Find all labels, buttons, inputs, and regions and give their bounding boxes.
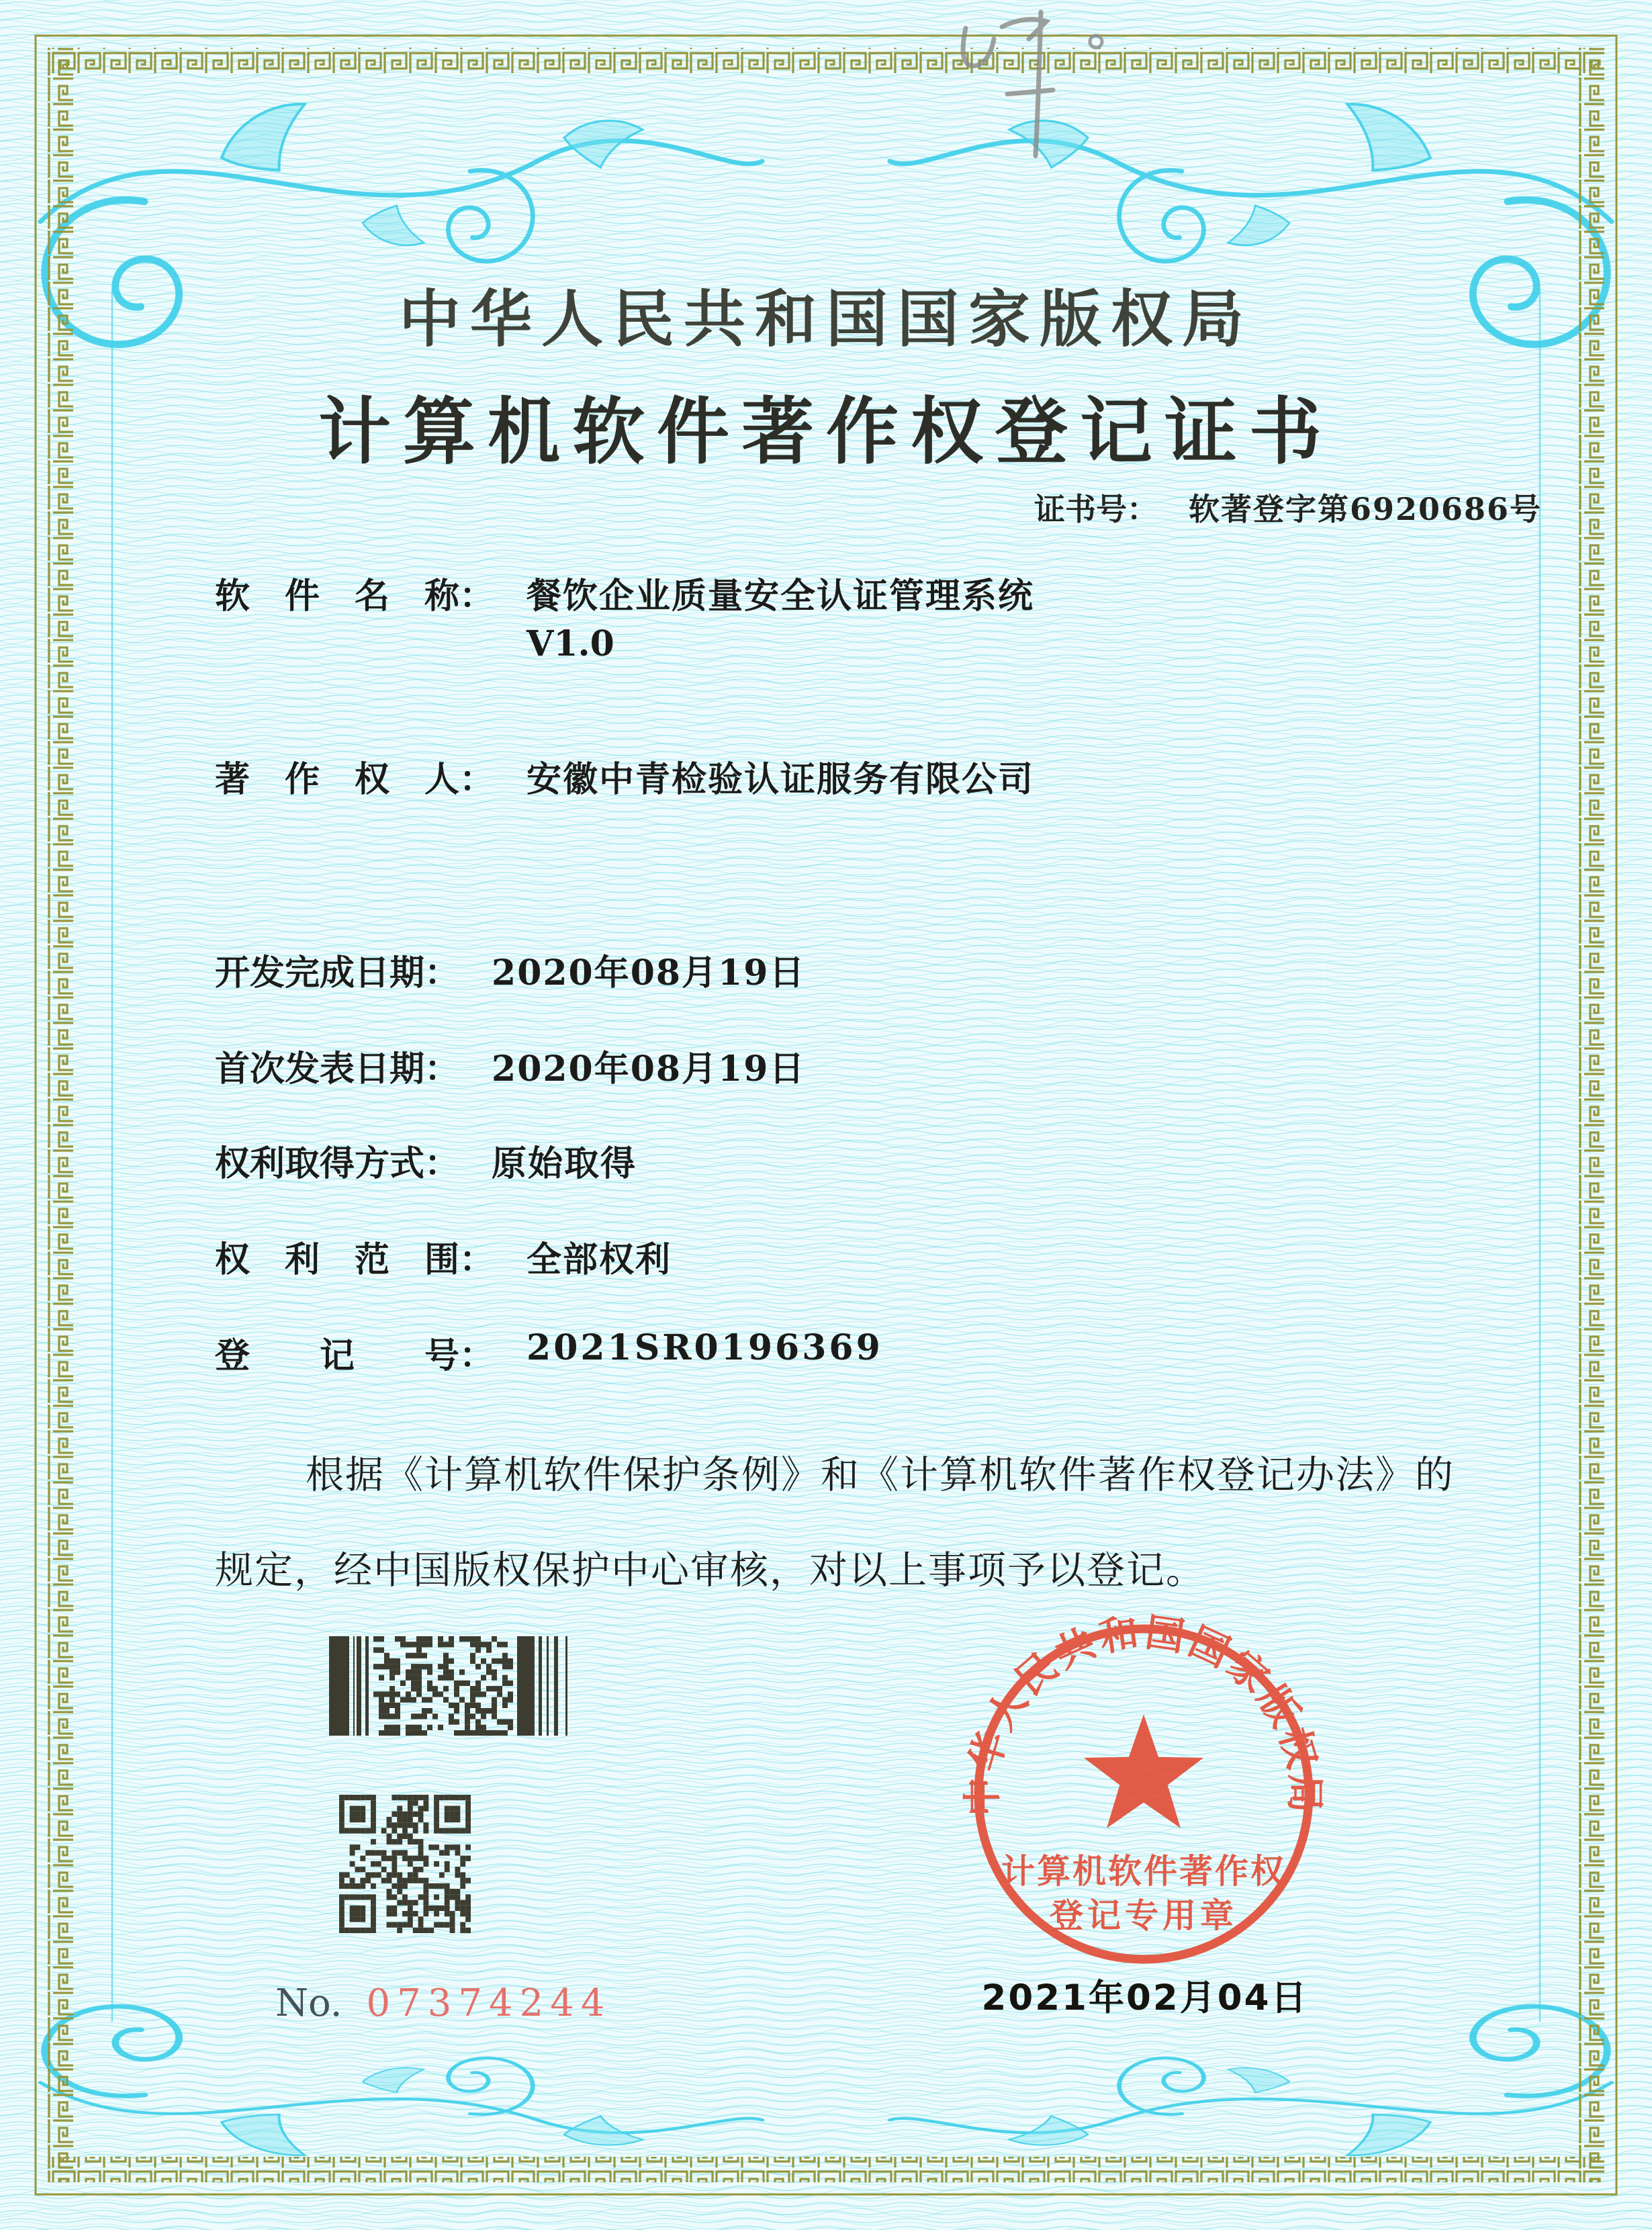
field-row-registration-number [215, 1327, 883, 1378]
official-seal [942, 1593, 1345, 2009]
field-label: 软 件 名 称： [215, 576, 495, 617]
field-label: 首次发表日期： [215, 1049, 460, 1089]
greek-key-border-left [48, 48, 73, 2182]
seal-inner-line-2: 登记专用章 [1050, 1896, 1238, 1935]
serial-number-label: No. [275, 1981, 342, 2025]
certificate-number-label: 证书号： [1034, 491, 1158, 527]
field-value: 2020年08月19日 [492, 952, 806, 993]
field-label: 权 利 范 围： [215, 1240, 495, 1280]
field-row-acquire-method [215, 1135, 637, 1186]
greek-key-border-bottom [48, 2157, 1604, 2182]
field-value: 安徽中青检验认证服务有限公司 [526, 760, 1035, 800]
field-value: 餐饮企业质量安全认证管理系统 [526, 576, 1035, 617]
field-value: 全部权利 [526, 1240, 672, 1280]
field-value: 2021SR0196369 [526, 1327, 883, 1368]
greek-key-border-top [48, 48, 1604, 73]
field-label: 登 记 号： [215, 1336, 495, 1376]
authority-title: 中华人民共和国国家版权局 [398, 283, 1253, 355]
barcode [329, 1636, 567, 1736]
statement-line-2: 规定，经中国版权保护中心审核，对以上事项予以登记。 [215, 1548, 1205, 1593]
seal-inner-line-1: 计算机软件著作权 [1001, 1852, 1286, 1891]
issue-date: 2021年02月04日 [981, 1977, 1309, 2018]
field-row-first-publish-date [215, 1040, 805, 1091]
field-row-copyright-owner [215, 751, 1034, 801]
seal-star [1084, 1714, 1203, 1828]
qr-code [339, 1795, 471, 1933]
greek-key-border-right [1579, 48, 1604, 2182]
certificate-number-value: 软著登字第6920686号 [1189, 491, 1543, 527]
statement-line-1: 根据《计算机软件保护条例》和《计算机软件著作权登记办法》的 [306, 1453, 1455, 1497]
field-label: 著 作 权 人： [215, 760, 495, 800]
serial-number-value: 07374244 [366, 1981, 612, 2025]
seal-ring-text: 中华人民共和国国家版权局 [959, 1609, 1328, 1817]
field-row-software-name [215, 568, 1034, 618]
field-row-dev-complete-date [215, 944, 805, 995]
field-value: 原始取得 [492, 1144, 637, 1184]
field-row-rights-scope [215, 1231, 672, 1282]
field-value: 2020年08月19日 [492, 1049, 806, 1089]
field-label: 权利取得方式： [215, 1144, 460, 1184]
field-value-version: V1.0 [526, 623, 614, 664]
field-label: 开发完成日期： [215, 953, 460, 993]
certificate-number-row [1034, 485, 1542, 529]
certificate-title: 计算机软件著作权登记证书 [318, 390, 1334, 474]
serial-number-row [275, 1981, 612, 2025]
